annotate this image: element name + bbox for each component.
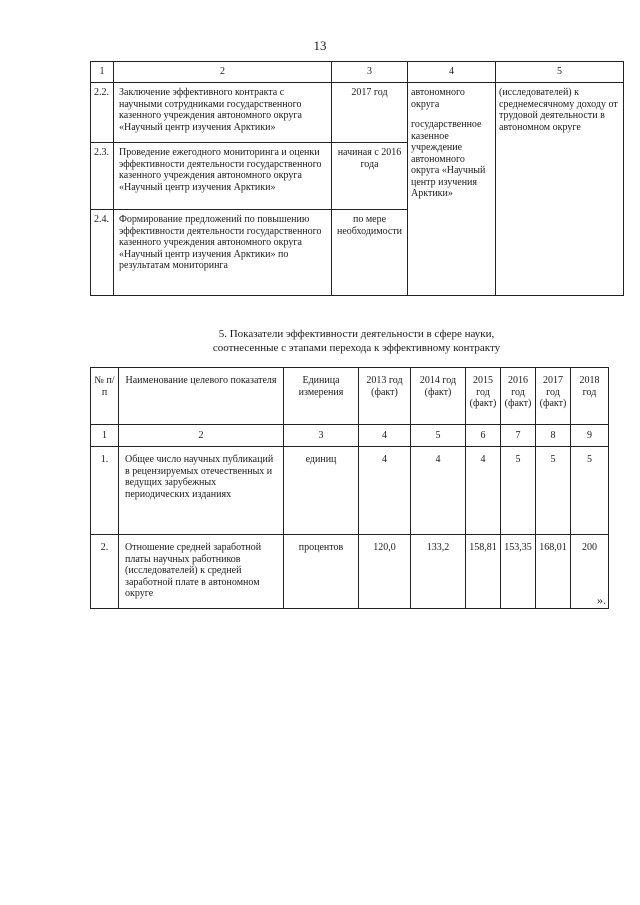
value-2018: 200 xyxy=(571,535,609,609)
column-number: 7 xyxy=(501,425,536,447)
value-2014: 133,2 xyxy=(411,535,466,609)
indicators-table xyxy=(90,367,609,609)
header-cell: 2015 год (факт) xyxy=(466,368,501,425)
table-row xyxy=(91,447,609,535)
row-number: 1. xyxy=(91,447,119,535)
indicator-name: Общее число научных публикаций в рецензируемых отечественных и ведущих зарубежных периодических изданиях xyxy=(119,447,284,535)
column-number: 3 xyxy=(284,425,359,447)
responsible-cell xyxy=(408,83,496,296)
header-cell: Единица измерения xyxy=(284,368,359,425)
measures-table-header xyxy=(91,62,624,83)
section-title xyxy=(90,327,623,355)
table-row xyxy=(91,535,609,609)
header-cell: 2018 год xyxy=(571,368,609,425)
indicator-unit: процентов xyxy=(284,535,359,609)
measure-term: начиная с 2016 года xyxy=(332,143,408,210)
row-number: 2.3. xyxy=(91,143,114,210)
header-cell: 2013 год (факт) xyxy=(359,368,411,425)
header-cell: Наименование целевого показателя xyxy=(119,368,284,425)
measure-name: Формирование предложений по повышению эффективности деятельности государственного казенного учреждения автономного округа «Научный центр изучения Арктики» по результатам мониторинга xyxy=(114,210,332,296)
responsible-org: государственное казенное учреждение автономного округа «Научный центр изучения Арктики» xyxy=(411,119,486,199)
header-cell: № п/п xyxy=(91,368,119,425)
column-number-row xyxy=(91,425,609,447)
value-2017: 5 xyxy=(536,447,571,535)
indicator-name: Отношение средней заработной платы научных работников (исследователей) к средней заработной плате в автономном округе xyxy=(119,535,284,609)
column-number: 2 xyxy=(119,425,284,447)
value-2016: 5 xyxy=(501,447,536,535)
value-2015: 158,81 xyxy=(466,535,501,609)
header-cell: 3 xyxy=(332,62,408,83)
column-number: 6 xyxy=(466,425,501,447)
value-2013: 120,0 xyxy=(359,535,411,609)
closing-quote: ». xyxy=(597,593,606,607)
header-cell: 2016 год (факт) xyxy=(501,368,536,425)
header-cell: 5 xyxy=(496,62,624,83)
value-2017: 168,01 xyxy=(536,535,571,609)
page-number: 13 xyxy=(313,38,327,53)
table-row xyxy=(91,83,624,143)
value-2016: 153,35 xyxy=(501,535,536,609)
indicators-header-row xyxy=(91,368,609,425)
column-number: 1 xyxy=(91,425,119,447)
column-number: 9 xyxy=(571,425,609,447)
header-cell: 2017 год (факт) xyxy=(536,368,571,425)
indicator-cell: (исследователей) к среднемесячному доходу от трудовой деятельности в автономном округе xyxy=(496,83,624,296)
header-cell: 2 xyxy=(114,62,332,83)
value-2018: 5 xyxy=(571,447,609,535)
header-cell: 4 xyxy=(408,62,496,83)
measure-term: 2017 год xyxy=(332,83,408,143)
column-number: 8 xyxy=(536,425,571,447)
value-2015: 4 xyxy=(466,447,501,535)
value-2014: 4 xyxy=(411,447,466,535)
column-number: 5 xyxy=(411,425,466,447)
column-number: 4 xyxy=(359,425,411,447)
value-2013: 4 xyxy=(359,447,411,535)
section-title-line: соотнесенные с этапами перехода к эффективному контракту xyxy=(212,342,501,354)
indicator-unit: единиц xyxy=(284,447,359,535)
measures-table xyxy=(90,61,624,296)
section-title-line: 5. Показатели эффективности деятельности в сфере науки, xyxy=(218,328,495,340)
row-number: 2. xyxy=(91,535,119,609)
measure-name: Заключение эффективного контракта с научными сотрудниками государственного казенного учреждения автономного округа «Научный центр изучения Арктики» xyxy=(114,83,332,143)
row-number: 2.4. xyxy=(91,210,114,296)
row-number: 2.2. xyxy=(91,83,114,143)
header-cell: 2014 год (факт) xyxy=(411,368,466,425)
header-cell: 1 xyxy=(91,62,114,83)
measure-term: по мере необходимости xyxy=(332,210,408,296)
measure-name: Проведение ежегодного мониторинга и оценки эффективности деятельности государственного казенного учреждения автономного округа «Научный центр изучения Арктики» xyxy=(114,143,332,210)
responsible-top: автономного округа xyxy=(411,87,465,110)
